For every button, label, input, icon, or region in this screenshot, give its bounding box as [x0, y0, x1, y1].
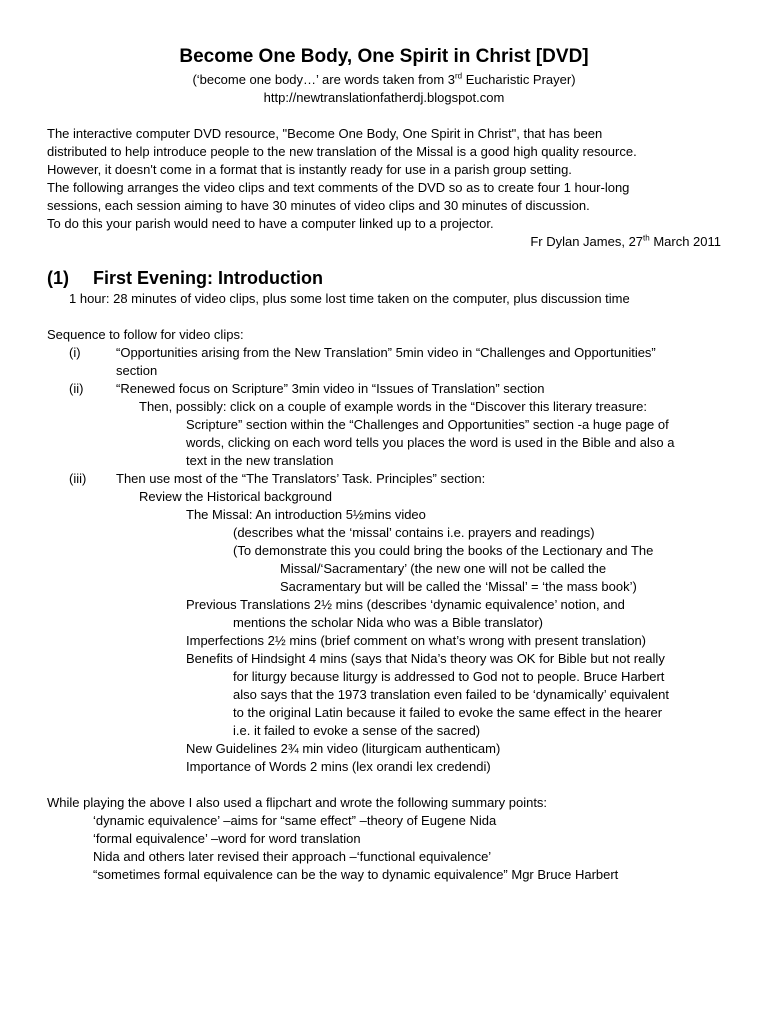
- clip-missal: The Missal: An introduction 5½mins video: [186, 507, 426, 522]
- item-sub-text: words, clicking on each word tells you places the word is used in the Bible and also a: [186, 435, 675, 450]
- flipchart-point: ‘dynamic equivalence’ –aims for “same effect” –theory of Eugene Nida: [93, 813, 497, 828]
- flipchart-point: Nida and others later revised their approach –‘functional equivalence’: [93, 849, 492, 864]
- item-sub-text: Scripture” section within the “Challenges and Opportunities” section -a huge page of: [186, 417, 669, 432]
- document-title: Become One Body, One Spirit in Christ [DVD]: [179, 46, 589, 67]
- review-heading: Review the Historical background: [139, 489, 332, 504]
- intro-paragraph: [47, 125, 727, 251]
- section-number: (1): [47, 268, 69, 288]
- document-subtitle: [0, 72, 768, 87]
- intro-line: To do this your parish would need to have a computer linked up to a projector.: [47, 216, 494, 231]
- clip-importance-words: Importance of Words 2 mins (lex orandi lex credendi): [186, 759, 491, 774]
- flipchart-intro: While playing the above I also used a flipchart and wrote the following summary points:: [47, 795, 548, 810]
- intro-line: sessions, each session aiming to have 30 minutes of video clips and 30 minutes of discussion.: [47, 198, 590, 213]
- author-text: Fr Dylan James, 27: [530, 234, 644, 249]
- item-text: “Opportunities arising from the New Translation” 5min video in “Challenges and Opportunities”: [116, 345, 656, 360]
- section-title: First Evening: Introduction: [93, 268, 323, 288]
- clip-description: (To demonstrate this you could bring the books of the Lectionary and The: [233, 543, 654, 558]
- subtitle-text-end: Eucharistic Prayer): [462, 72, 576, 87]
- clip-previous-translations: Previous Translations 2½ mins (describes ‘dynamic equivalence’ notion, and: [186, 597, 625, 612]
- intro-line: However, it doesn't come in a format that is instantly ready for use in a parish group setting.: [47, 162, 572, 177]
- session-duration: 1 hour: 28 minutes of video clips, plus some lost time taken on the computer, plus discussion time: [69, 291, 630, 306]
- item-text: “Renewed focus on Scripture” 3min video in “Issues of Translation” section: [116, 381, 545, 396]
- clip-description: mentions the scholar Nida who was a Bible translator): [233, 615, 543, 630]
- sequence-label: Sequence to follow for video clips:: [47, 327, 244, 342]
- intro-line: The following arranges the video clips and text comments of the DVD so as to create four 1 hour-long: [47, 180, 630, 195]
- author-line: [47, 233, 727, 251]
- item-sub-text: text in the new translation: [186, 453, 334, 468]
- clip-description: (describes what the ‘missal’ contains i.e. prayers and readings): [233, 525, 595, 540]
- author-text-end: March 2011: [649, 234, 721, 249]
- clip-description: also says that the 1973 translation even failed to be ‘dynamically’ equivalent: [233, 687, 670, 702]
- flipchart-point: ‘formal equivalence’ –word for word translation: [93, 831, 361, 846]
- blog-url: http://newtranslationfatherdj.blogspot.com: [263, 90, 505, 105]
- clip-description: Sacramentary but will be called the ‘Missal’ = ‘the mass book’): [280, 579, 637, 594]
- clip-imperfections: Imperfections 2½ mins (brief comment on what’s wrong with present translation): [186, 633, 647, 648]
- intro-line: distributed to help introduce people to the new translation of the Missal is a good high quality resource.: [47, 144, 637, 159]
- item-marker: (iii): [69, 471, 87, 486]
- intro-line: The interactive computer DVD resource, "Become One Body, One Spirit in Christ", that has been: [47, 126, 603, 141]
- clip-description: for liturgy because liturgy is addressed to God not to people. Bruce Harbert: [233, 669, 665, 684]
- clip-description: i.e. it failed to evoke a sense of the sacred): [233, 723, 481, 738]
- item-sub-text: Then, possibly: click on a couple of example words in the “Discover this literary treasure:: [139, 399, 647, 414]
- subtitle-text: (‘become one body…’ are words taken from 3: [192, 72, 455, 87]
- item-text: section: [116, 363, 158, 378]
- clip-description: Missal/‘Sacramentary’ (the new one will not be called the: [280, 561, 607, 576]
- item-marker: (ii): [69, 381, 84, 396]
- section-heading: [47, 268, 323, 289]
- clip-description: to the original Latin because it failed to evoke the same effect in the hearer: [233, 705, 663, 720]
- author-superscript: th: [643, 233, 650, 243]
- clip-benefits-hindsight: Benefits of Hindsight 4 mins (says that Nida’s theory was OK for Bible but not really: [186, 651, 665, 666]
- item-text: Then use most of the “The Translators’ Task. Principles” section:: [116, 471, 486, 486]
- item-marker: (i): [69, 345, 81, 360]
- subtitle-superscript: rd: [455, 71, 463, 81]
- flipchart-point: “sometimes formal equivalence can be the way to dynamic equivalence” Mgr Bruce Harbert: [93, 867, 619, 882]
- clip-new-guidelines: New Guidelines 2¾ min video (liturgicam authenticam): [186, 741, 501, 756]
